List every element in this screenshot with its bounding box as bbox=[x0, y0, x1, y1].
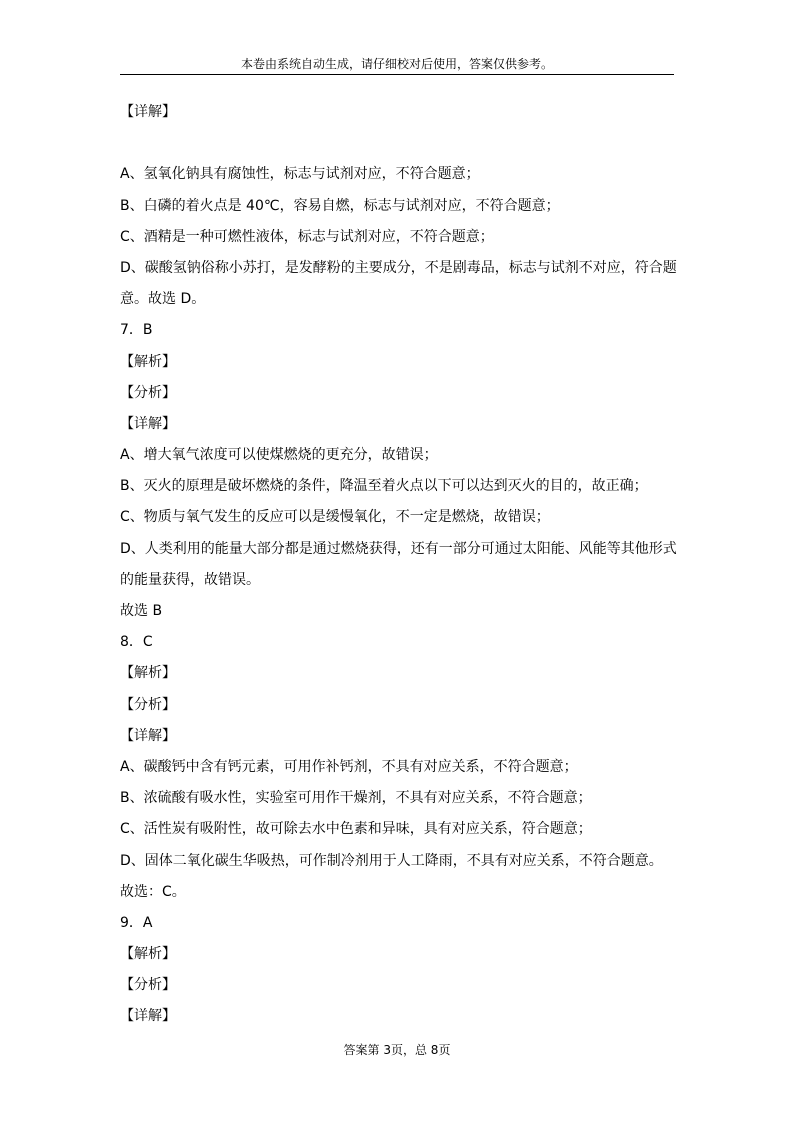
text-line: A、氢氧化钠具有腐蚀性，标志与试剂对应，不符合题意； bbox=[120, 166, 480, 183]
text-line: C、酒精是一种可燃性液体，标志与试剂对应，不符合题意； bbox=[120, 228, 494, 245]
section-label: 【分析】 bbox=[120, 696, 176, 713]
section-label: 【详解】 bbox=[120, 727, 176, 744]
header-divider bbox=[120, 74, 674, 75]
question-answer: 7．B bbox=[120, 322, 153, 339]
text-line: 【详解】 bbox=[120, 104, 176, 120]
text-line: D、人类利用的能量大部分都是通过燃烧获得，还有一部分可通过太阳能、风能等其他形式 bbox=[120, 540, 677, 557]
section-label: 【分析】 bbox=[120, 384, 176, 401]
text-line: 的能量获得，故错误。 bbox=[120, 571, 260, 588]
text-line: 故选 B bbox=[120, 603, 163, 619]
document-body bbox=[120, 97, 677, 1033]
section-label: 【解析】 bbox=[120, 353, 176, 370]
text-line: A、增大氧气浓度可以使煤燃烧的更充分，故错误； bbox=[120, 447, 438, 464]
section-label: 【详解】 bbox=[120, 1008, 176, 1025]
section-label: 【详解】 bbox=[120, 415, 176, 432]
blank-line bbox=[120, 128, 674, 159]
question-answer: 9．A bbox=[120, 914, 153, 931]
text-line: C、物质与氧气发生的反应可以是缓慢氧化，不一定是燃烧，故错误； bbox=[120, 509, 550, 526]
section-label: 【解析】 bbox=[120, 946, 176, 963]
page-header: 本卷由系统自动生成，请仔细校对后使用，答案仅供参考。 bbox=[240, 57, 553, 71]
text-line: B、浓硫酸有吸水性，实验室可用作干燥剂，不具有对应关系，不符合题意； bbox=[120, 790, 592, 807]
text-line: A、碳酸钙中含有钙元素，可用作补钙剂，不具有对应关系，不符合题意； bbox=[120, 758, 578, 775]
text-line: 故选：C。 bbox=[120, 883, 186, 900]
text-line: 意。故选 D。 bbox=[120, 291, 206, 308]
text-line: D、碳酸氢钠俗称小苏打，是发酵粉的主要成分，不是剧毒品，标志与试剂不对应，符合题 bbox=[120, 259, 677, 276]
text-line: C、活性炭有吸附性，故可除去水中色素和异味，具有对应关系，符合题意； bbox=[120, 821, 592, 838]
question-answer: 8．C bbox=[120, 634, 153, 651]
page-footer: 答案第 3页，总 8页 bbox=[343, 1043, 451, 1057]
section-label: 【分析】 bbox=[120, 977, 176, 994]
text-line: D、固体二氧化碳生华吸热，可作制冷剂用于人工降雨，不具有对应关系，不符合题意。 bbox=[120, 852, 663, 869]
text-line: B、白磷的着火点是 40℃，容易自燃，标志与试剂对应，不符合题意； bbox=[120, 197, 560, 214]
section-label: 【解析】 bbox=[120, 665, 176, 682]
text-line: B、灭火的原理是破坏燃烧的条件，降温至着火点以下可以达到灭火的目的，故正确； bbox=[120, 478, 648, 495]
